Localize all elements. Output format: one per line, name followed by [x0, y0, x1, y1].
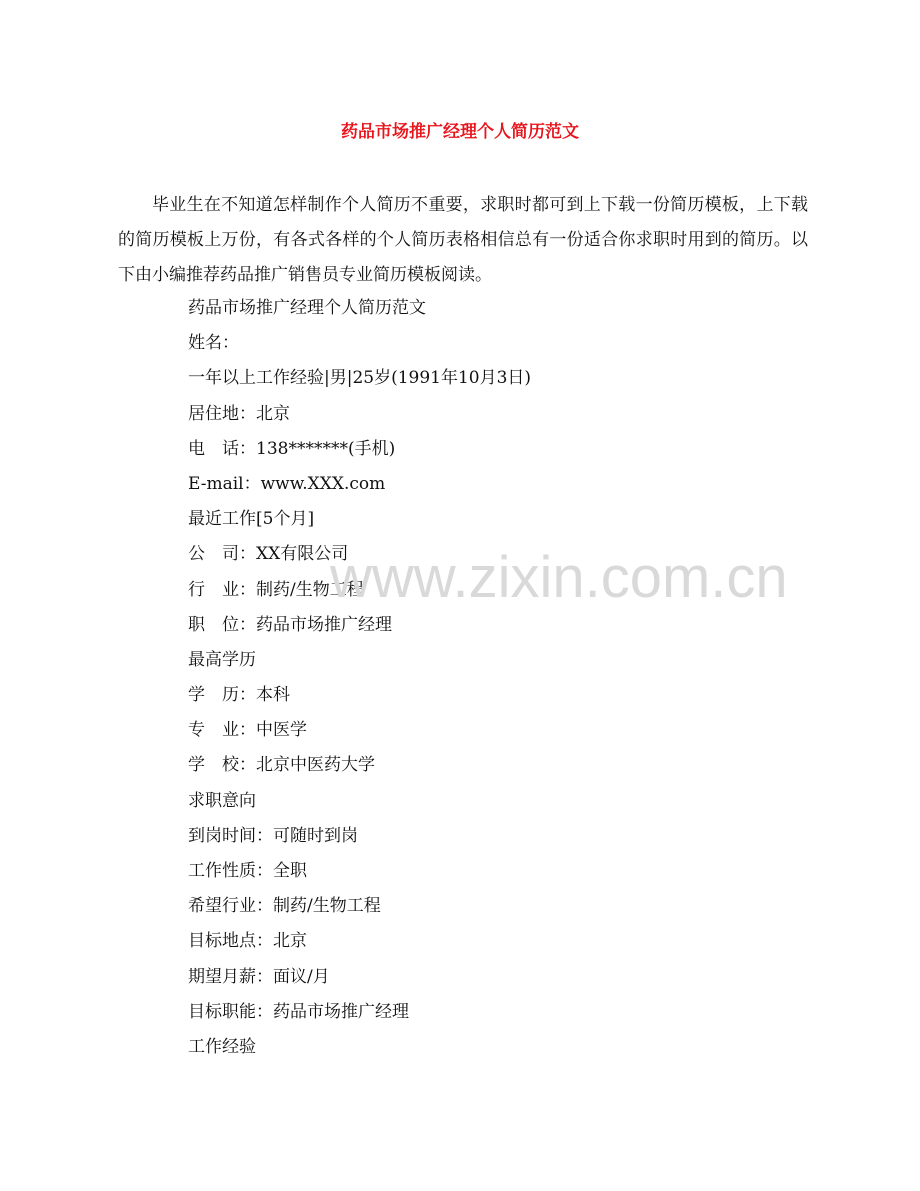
work-experience-heading: 工作经验: [188, 1036, 256, 1057]
residence-line: 居住地：北京: [188, 403, 290, 424]
desired-industry-line: 希望行业：制药/生物工程: [188, 896, 381, 917]
summary-line: 一年以上工作经验|男|25岁(1991年10月3日): [188, 368, 532, 389]
email-line: E-mail：www.XXX.com: [188, 473, 386, 494]
start-time-line: 到岗时间：可随时到岗: [188, 825, 358, 846]
job-intention-heading: 求职意向: [188, 790, 256, 811]
document-title: 药品市场推广经理个人简历范文: [341, 122, 579, 142]
major-line: 专 业：中医学: [188, 720, 307, 741]
phone-line: 电 话：138*******(手机): [188, 438, 396, 459]
degree-line: 学 历：本科: [188, 685, 290, 706]
industry-line: 行 业：制药/生物工程: [188, 579, 364, 600]
job-type-line: 工作性质：全职: [188, 861, 307, 881]
position-line: 职 位：药品市场推广经理: [188, 614, 392, 635]
school-line: 学 校：北京中医药大学: [188, 755, 375, 776]
company-line: 公 司：XX有限公司: [188, 544, 349, 565]
education-heading: 最高学历: [188, 649, 256, 670]
expected-salary-line: 期望月薪：面议/月: [188, 966, 330, 987]
watermark-text: www.zixin.com.cn: [330, 545, 788, 610]
name-line: 姓名：: [188, 333, 239, 354]
resume-lines: [188, 291, 828, 1065]
resume-heading: 药品市场推广经理个人简历范文: [188, 298, 426, 318]
intro-paragraph: 毕业生在不知道怎样制作个人简历不重要，求职时都可到上下载一份简历模板，上下载的简历模板上万份，有各式各样的个人简历表格相信总有一份适合你求职时用到的简历。以下由小编推荐药品推广销售员专业简历模板阅读。: [118, 195, 808, 285]
target-location-line: 目标地点：北京: [188, 931, 307, 952]
target-function-line: 目标职能：药品市场推广经理: [188, 1001, 409, 1022]
recent-work-heading: 最近工作[5个月]: [188, 509, 315, 530]
